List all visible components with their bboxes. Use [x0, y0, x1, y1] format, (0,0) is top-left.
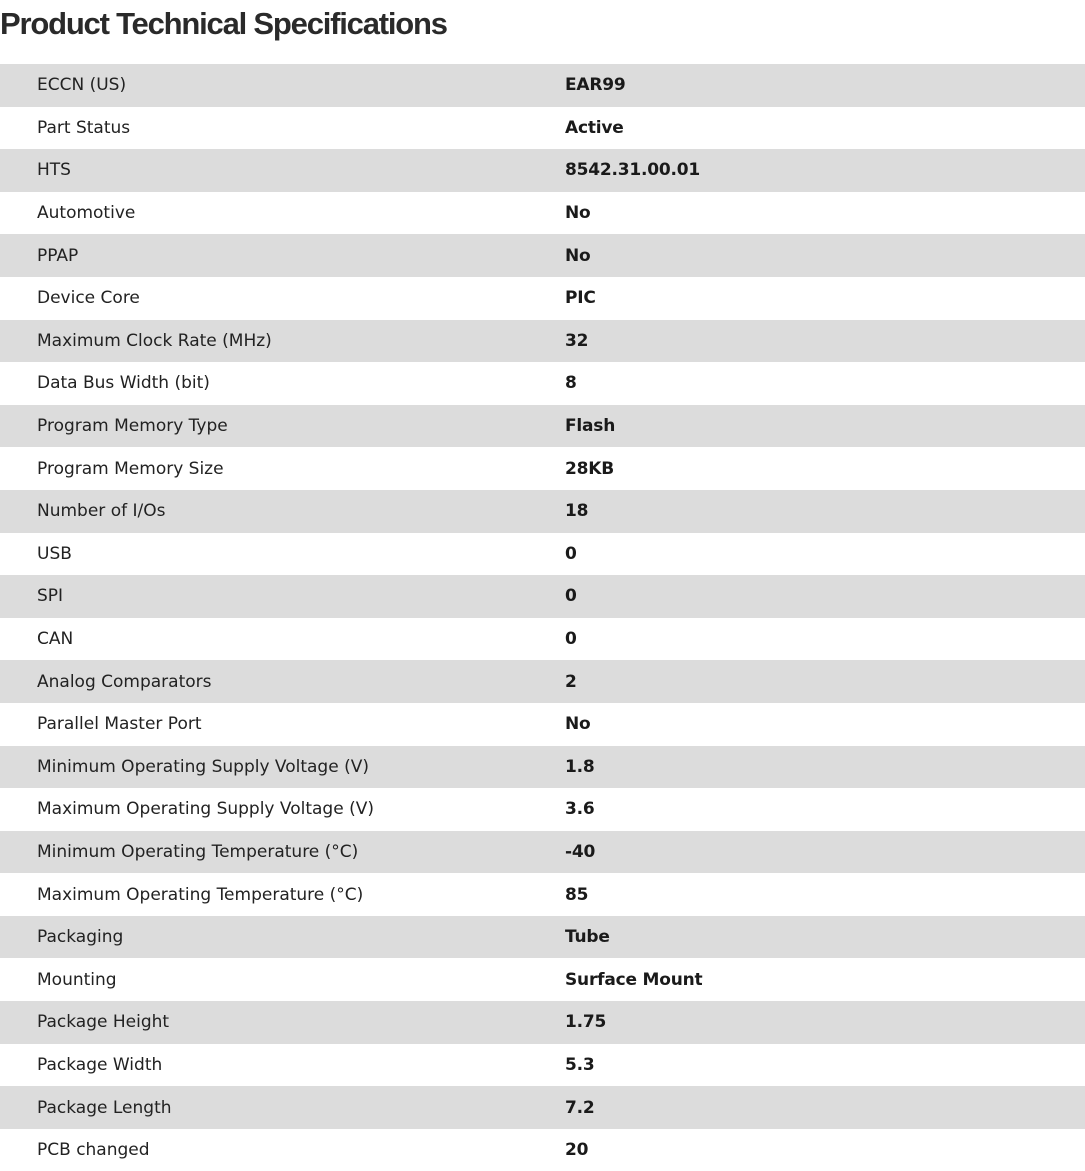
spec-value: 3.6 [565, 788, 1085, 831]
spec-label: Maximum Operating Supply Voltage (V) [0, 788, 565, 831]
table-row [0, 149, 1085, 192]
spec-value: 85 [565, 873, 1085, 916]
spec-label: USB [0, 533, 565, 576]
spec-value: 32 [565, 320, 1085, 363]
spec-table [0, 64, 1085, 1171]
spec-label: Maximum Operating Temperature (°C) [0, 873, 565, 916]
spec-value: -40 [565, 831, 1085, 874]
table-row [0, 1129, 1085, 1171]
table-row [0, 958, 1085, 1001]
spec-label: Analog Comparators [0, 660, 565, 703]
spec-label: Number of I/Os [0, 490, 565, 533]
spec-value: 0 [565, 533, 1085, 576]
spec-value: 2 [565, 660, 1085, 703]
table-row [0, 405, 1085, 448]
spec-value: Active [565, 107, 1085, 150]
table-row [0, 1086, 1085, 1129]
spec-value: Tube [565, 916, 1085, 959]
table-row [0, 320, 1085, 363]
spec-value: Flash [565, 405, 1085, 448]
spec-value: 7.2 [565, 1086, 1085, 1129]
spec-label: Minimum Operating Supply Voltage (V) [0, 746, 565, 789]
spec-label: Packaging [0, 916, 565, 959]
spec-value: 20 [565, 1129, 1085, 1171]
table-row [0, 1044, 1085, 1087]
spec-label: Package Height [0, 1001, 565, 1044]
table-row [0, 447, 1085, 490]
spec-label: HTS [0, 149, 565, 192]
table-row [0, 64, 1085, 107]
table-row [0, 490, 1085, 533]
spec-value: 1.8 [565, 746, 1085, 789]
table-row [0, 1001, 1085, 1044]
spec-label: Automotive [0, 192, 565, 235]
table-row [0, 916, 1085, 959]
spec-label: PPAP [0, 234, 565, 277]
spec-label: SPI [0, 575, 565, 618]
spec-value: 28KB [565, 447, 1085, 490]
table-row [0, 234, 1085, 277]
spec-label: Program Memory Size [0, 447, 565, 490]
table-row [0, 703, 1085, 746]
table-row [0, 575, 1085, 618]
spec-label: Mounting [0, 958, 565, 1001]
table-row [0, 277, 1085, 320]
spec-label: Data Bus Width (bit) [0, 362, 565, 405]
table-row [0, 618, 1085, 661]
spec-label: Part Status [0, 107, 565, 150]
spec-label: PCB changed [0, 1129, 565, 1171]
spec-value: 0 [565, 618, 1085, 661]
table-row [0, 533, 1085, 576]
spec-value: 5.3 [565, 1044, 1085, 1087]
table-row [0, 788, 1085, 831]
spec-value: No [565, 234, 1085, 277]
spec-value: 8 [565, 362, 1085, 405]
spec-value: 18 [565, 490, 1085, 533]
table-row [0, 873, 1085, 916]
spec-label: Device Core [0, 277, 565, 320]
spec-value: PIC [565, 277, 1085, 320]
spec-value: EAR99 [565, 64, 1085, 107]
page-title: Product Technical Specifications [0, 6, 447, 41]
spec-value: 0 [565, 575, 1085, 618]
spec-label: Program Memory Type [0, 405, 565, 448]
spec-label: Package Length [0, 1086, 565, 1129]
spec-label: Maximum Clock Rate (MHz) [0, 320, 565, 363]
table-row [0, 362, 1085, 405]
table-row [0, 192, 1085, 235]
spec-label: Minimum Operating Temperature (°C) [0, 831, 565, 874]
spec-value: 1.75 [565, 1001, 1085, 1044]
spec-value: No [565, 192, 1085, 235]
table-row [0, 660, 1085, 703]
table-row [0, 831, 1085, 874]
spec-label: Package Width [0, 1044, 565, 1087]
table-row [0, 746, 1085, 789]
spec-table-body [0, 64, 1085, 1171]
spec-label: ECCN (US) [0, 64, 565, 107]
spec-value: No [565, 703, 1085, 746]
spec-label: CAN [0, 618, 565, 661]
table-row [0, 107, 1085, 150]
spec-value: Surface Mount [565, 958, 1085, 1001]
spec-value: 8542.31.00.01 [565, 149, 1085, 192]
spec-label: Parallel Master Port [0, 703, 565, 746]
